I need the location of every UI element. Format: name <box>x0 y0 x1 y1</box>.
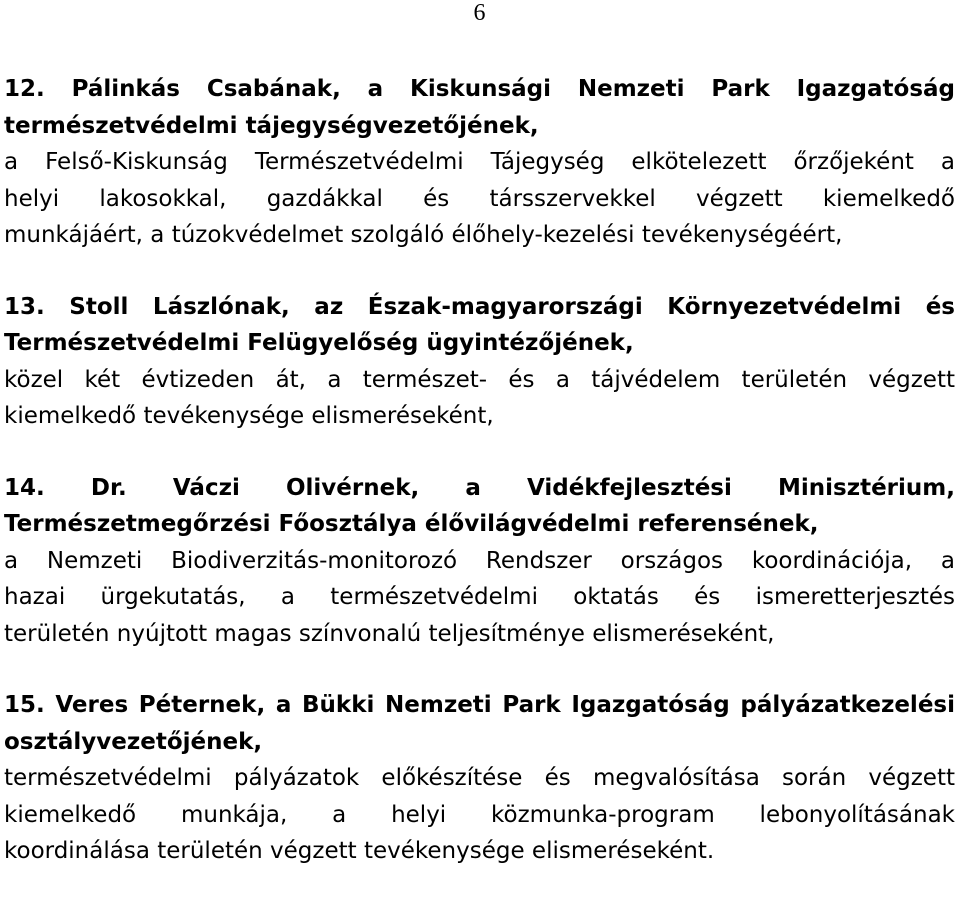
entry-heading-line: Természetmegőrzési Főosztálya élővilágvédelmi referensének, <box>4 511 819 537</box>
entry-heading-line: Természetvédelmi Felügyelőség ügyintézőjének, <box>4 330 634 356</box>
entry-heading-line: természetvédelmi tájegységvezetőjének, <box>4 112 539 139</box>
award-list <box>4 71 955 870</box>
entry-heading-line: 15. Veres Péternek, a Bükki Nemzeti Park Igazgatóság pályázatkezelési <box>4 692 955 718</box>
entry-body-line: kiemelkedő tevékenysége elismeréseként, <box>4 403 494 429</box>
entry-heading-line: osztályvezetőjének, <box>4 728 263 755</box>
entry-body-line: a Nemzeti Biodiverzitás-monitorozó Rendszer országos koordinációja, a <box>4 547 955 574</box>
award-entry-15 <box>4 687 955 870</box>
award-entry-12 <box>4 71 955 254</box>
entry-heading-line: 13. Stoll Lászlónak, az Észak-magyarországi Környezetvédelmi és <box>4 293 955 320</box>
entry-body-line: kiemelkedő munkája, a helyi közmunka-program lebonyolításának <box>4 801 955 828</box>
entry-body-line: természetvédelmi pályázatok előkészítése és megvalósítása során végzett <box>4 765 955 791</box>
page-number: 6 <box>473 0 486 26</box>
award-entry-14 <box>4 470 955 653</box>
entry-heading-line: 12. Pálinkás Csabának, a Kiskunsági Nemzeti Park Igazgatóság <box>4 76 955 102</box>
entry-body-line: a Felső-Kiskunság Természetvédelmi Tájegység elkötelezett őrzőjeként a <box>4 149 955 175</box>
award-entry-13 <box>4 289 955 435</box>
entry-body-line: helyi lakosokkal, gazdákkal és társszervekkel végzett kiemelkedő <box>4 185 955 212</box>
entry-body-line: közel két évtizeden át, a természet- és a tájvédelem területén végzett <box>4 366 955 393</box>
entry-heading-line: 14. Dr. Váczi Olivérnek, a Vidékfejlesztési Minisztérium, <box>4 474 955 501</box>
entry-body-line: munkájáért, a túzokvédelmet szolgáló élőhely-kezelési tevékenységéért, <box>4 222 843 248</box>
entry-body-line: területén nyújtott magas színvonalú teljesítménye elismeréseként, <box>4 620 775 647</box>
entry-body-line: hazai ürgekutatás, a természetvédelmi oktatás és ismeretterjesztés <box>4 584 955 610</box>
entry-body-line: koordinálása területén végzett tevékenysége elismeréseként. <box>4 838 715 864</box>
